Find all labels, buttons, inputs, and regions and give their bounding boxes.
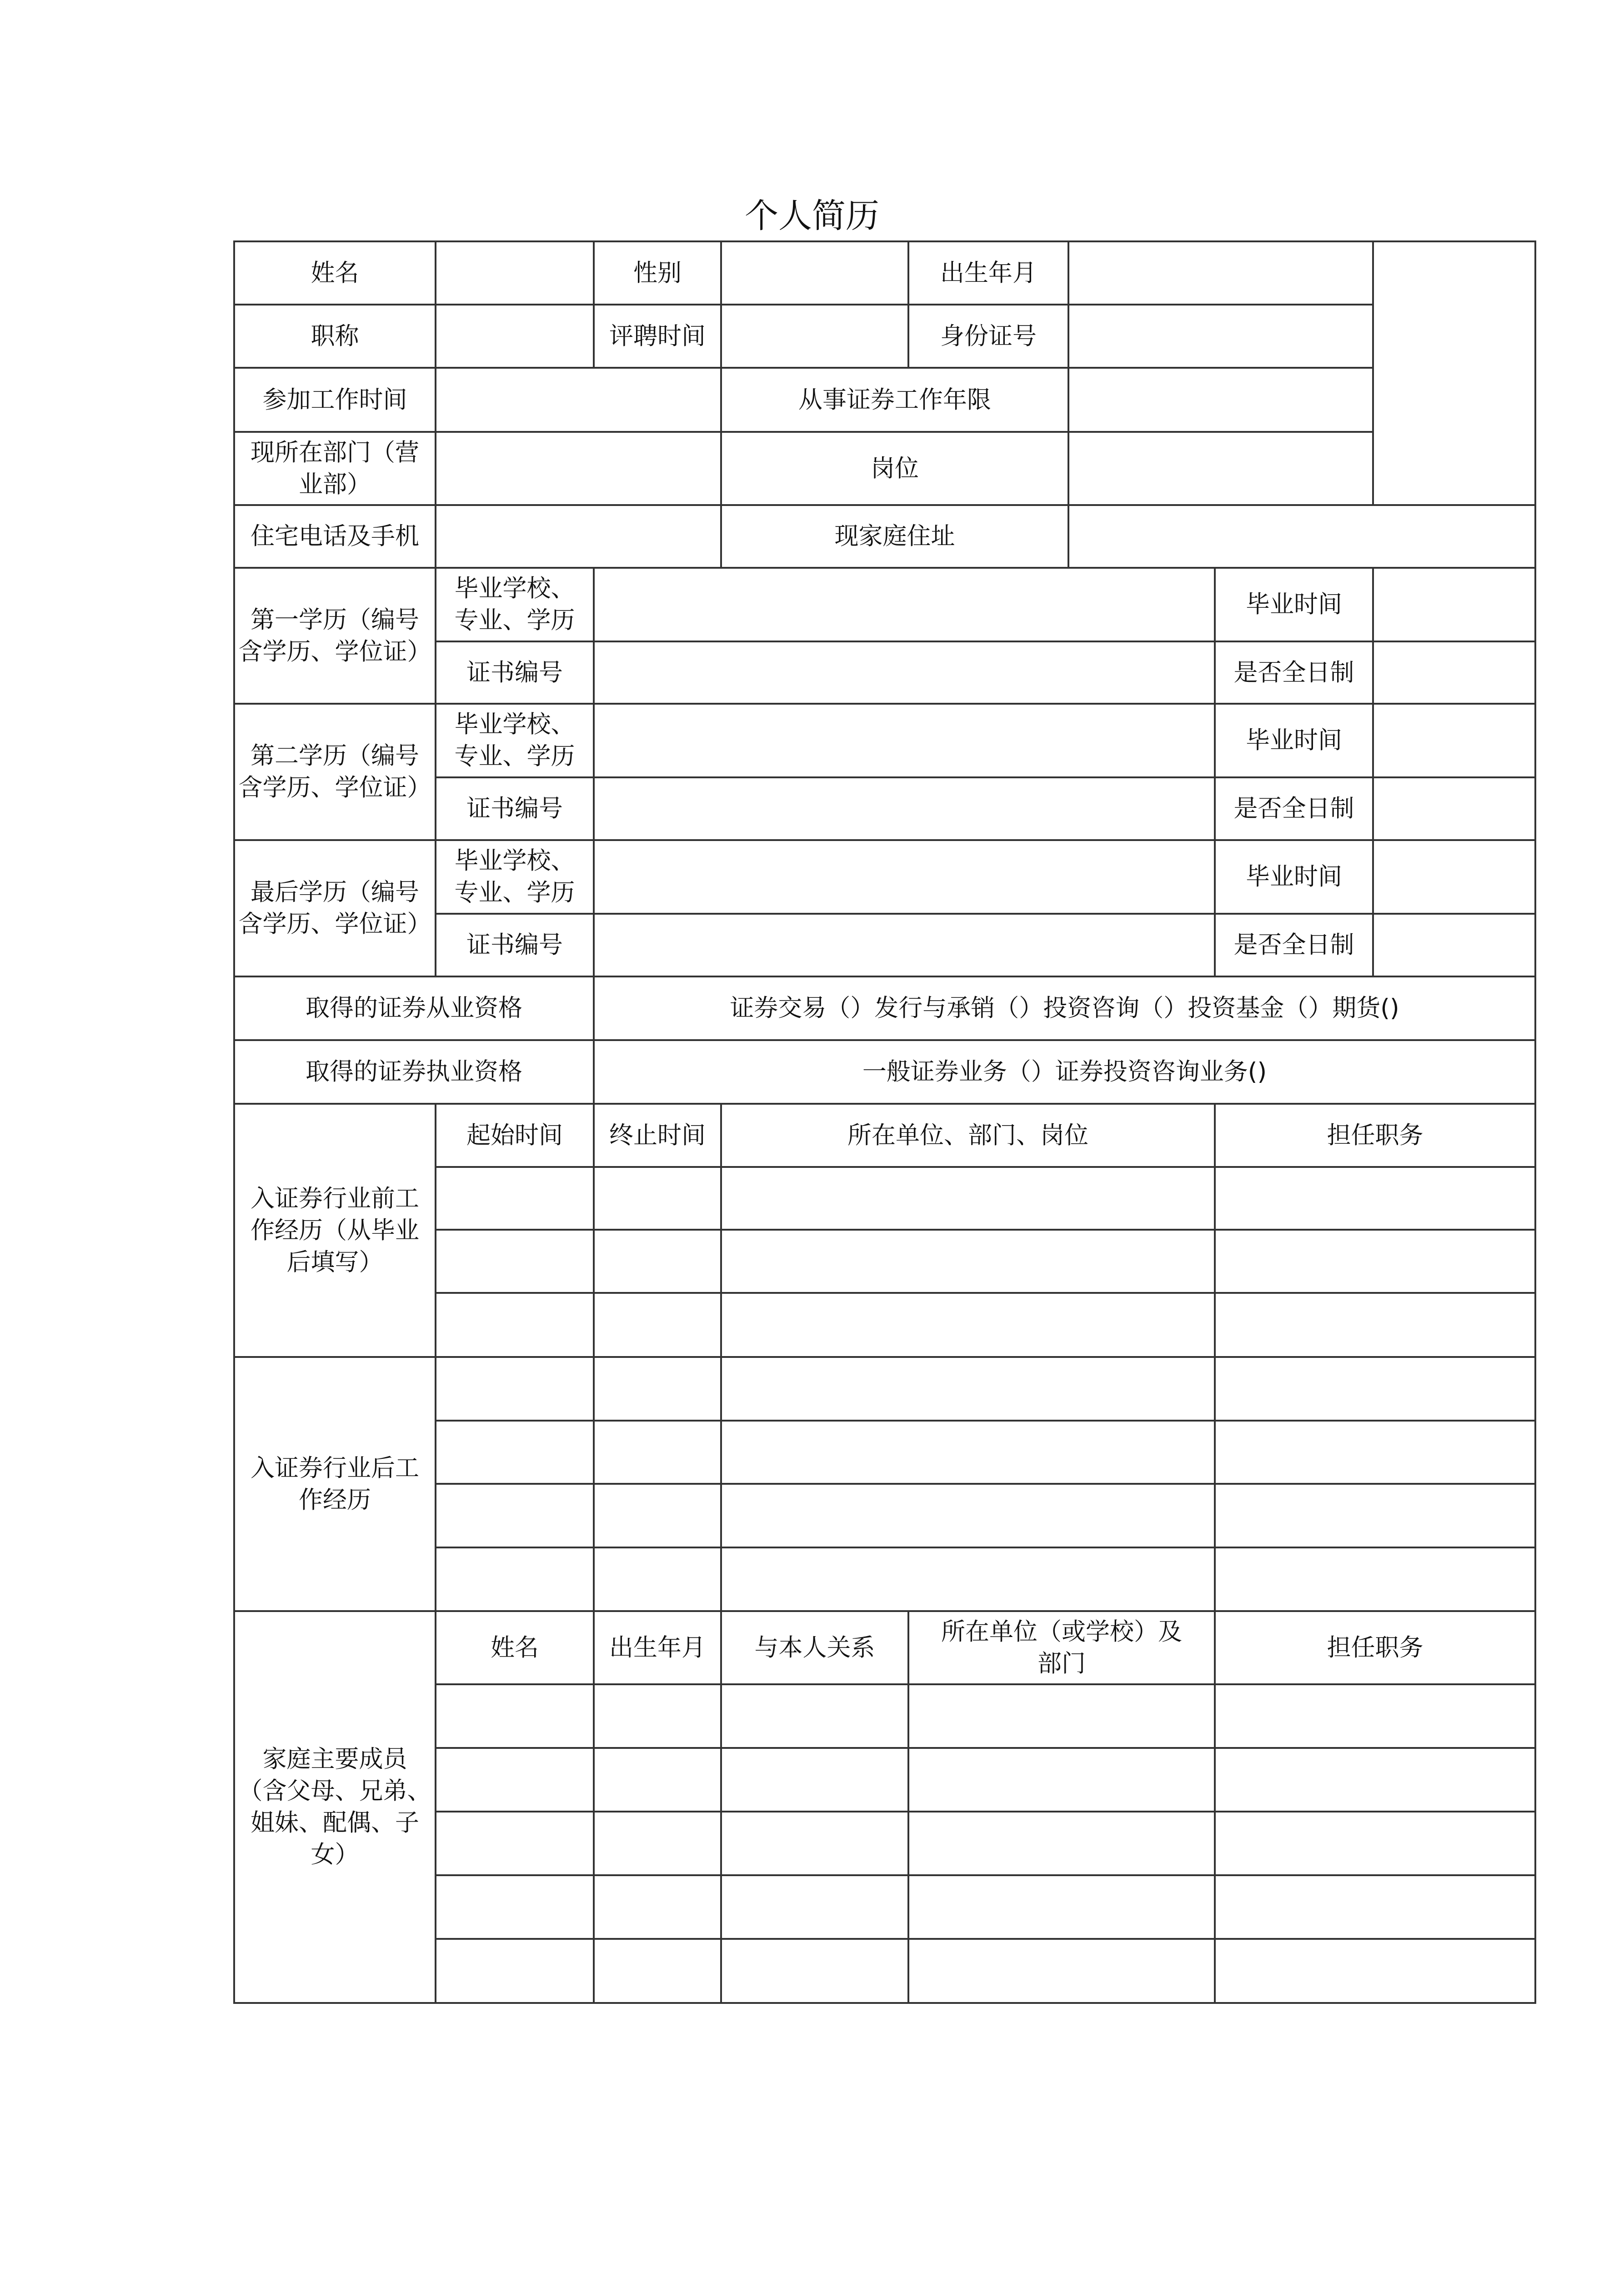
label-securities-years: 从事证券工作年限 [721, 368, 1068, 432]
label-work-before: 入证券行业前工 作经历（从毕业 后填写） [234, 1104, 436, 1357]
label-family: 家庭主要成员 （含父母、兄弟、 姐妹、配偶、子 女） [234, 1611, 436, 2003]
label-edu-2-school: 毕业学校、 专业、学历 [436, 704, 594, 777]
field-work-after-end[interactable] [594, 1421, 721, 1484]
field-work-before-end[interactable] [594, 1230, 721, 1293]
row-edu-1-a [234, 568, 1535, 641]
label-practice-qualification: 取得的证券从业资格 [234, 976, 594, 1040]
label-edu-3-grad-time: 毕业时间 [1215, 840, 1373, 914]
label-address: 现家庭住址 [721, 505, 1068, 568]
field-family-name[interactable] [436, 1748, 594, 1812]
label-edu-1-cert: 证书编号 [436, 641, 594, 704]
row-license-qualification [234, 1040, 1535, 1104]
col-family-unit: 所在单位（或学校）及 部门 [908, 1611, 1215, 1684]
col-start-time: 起始时间 [436, 1104, 594, 1167]
field-family-relation[interactable] [721, 1812, 908, 1875]
row-basic-4 [234, 432, 1535, 505]
field-family-relation[interactable] [721, 1748, 908, 1812]
field-family-birth[interactable] [594, 1939, 721, 2003]
col-family-birth: 出生年月 [594, 1611, 721, 1684]
col-unit: 所在单位、部门、岗位 [721, 1104, 1215, 1167]
field-work-after-duty[interactable] [1215, 1484, 1535, 1547]
field-family-unit[interactable] [908, 1875, 1215, 1939]
label-birth: 出生年月 [908, 241, 1068, 305]
field-edu-1-school[interactable] [594, 568, 1215, 641]
row-basic-2 [234, 305, 1535, 368]
field-edu-1-cert[interactable] [594, 641, 1215, 704]
label-edu-2-full-time: 是否全日制 [1215, 777, 1373, 840]
label-edu-2-grad-time: 毕业时间 [1215, 704, 1373, 777]
field-work-after-end[interactable] [594, 1357, 721, 1421]
field-gender[interactable] [721, 241, 908, 305]
photo-box[interactable] [1373, 241, 1535, 505]
field-position[interactable] [1068, 432, 1373, 505]
label-edu-1-full-time: 是否全日制 [1215, 641, 1373, 704]
label-prof-title: 职称 [234, 305, 436, 368]
field-work-after-unit[interactable] [721, 1484, 1215, 1547]
field-work-after-duty[interactable] [1215, 1357, 1535, 1421]
field-edu-2-school[interactable] [594, 704, 1215, 777]
field-family-name[interactable] [436, 1939, 594, 2003]
field-id-number[interactable] [1068, 305, 1373, 368]
field-family-unit[interactable] [908, 1748, 1215, 1812]
field-work-after-end[interactable] [594, 1547, 721, 1611]
field-work-before-duty[interactable] [1215, 1293, 1535, 1357]
field-work-before-start[interactable] [436, 1293, 594, 1357]
field-family-unit[interactable] [908, 1684, 1215, 1748]
field-practice-qualification[interactable]: 证券交易（）发行与承销（）投资咨询（）投资基金（）期货() [594, 976, 1535, 1040]
field-birth[interactable] [1068, 241, 1373, 305]
field-family-birth[interactable] [594, 1812, 721, 1875]
field-appoint-time[interactable] [721, 305, 908, 368]
field-family-birth[interactable] [594, 1748, 721, 1812]
field-work-after-end[interactable] [594, 1484, 721, 1547]
field-edu-2-cert[interactable] [594, 777, 1215, 840]
field-address[interactable] [1068, 505, 1535, 568]
row-basic-5 [234, 505, 1535, 568]
row-basic-1 [234, 241, 1535, 305]
label-edu-2: 第二学历（编号 含学历、学位证） [234, 704, 436, 840]
field-edu-3-full-time[interactable] [1373, 914, 1535, 976]
label-phone: 住宅电话及手机 [234, 505, 436, 568]
field-edu-3-cert[interactable] [594, 914, 1215, 976]
field-edu-3-grad-time[interactable] [1373, 840, 1535, 914]
label-appoint-time: 评聘时间 [594, 305, 721, 368]
field-family-birth[interactable] [594, 1875, 721, 1939]
label-work-after: 入证券行业后工 作经历 [234, 1357, 436, 1611]
table-row [234, 1357, 1535, 1421]
field-family-relation[interactable] [721, 1875, 908, 1939]
page-title: 个人简历 [745, 196, 879, 235]
col-family-duty: 担任职务 [1215, 1611, 1535, 1684]
field-work-after-start[interactable] [436, 1484, 594, 1547]
field-work-before-start[interactable] [436, 1230, 594, 1293]
row-basic-3 [234, 368, 1535, 432]
row-practice-qualification [234, 976, 1535, 1040]
field-work-after-start[interactable] [436, 1421, 594, 1484]
field-family-duty[interactable] [1215, 1939, 1535, 2003]
field-work-after-start[interactable] [436, 1357, 594, 1421]
field-work-after-unit[interactable] [721, 1547, 1215, 1611]
label-license-qualification: 取得的证券执业资格 [234, 1040, 594, 1104]
col-end-time: 终止时间 [594, 1104, 721, 1167]
field-family-name[interactable] [436, 1684, 594, 1748]
field-department[interactable] [436, 432, 721, 505]
row-family-header [234, 1611, 1535, 1684]
field-name[interactable] [436, 241, 594, 305]
field-work-before-unit[interactable] [721, 1230, 1215, 1293]
field-family-duty[interactable] [1215, 1875, 1535, 1939]
field-edu-2-full-time[interactable] [1373, 777, 1535, 840]
row-edu-3-a [234, 840, 1535, 914]
field-work-before-duty[interactable] [1215, 1230, 1535, 1293]
label-name: 姓名 [234, 241, 436, 305]
field-edu-1-grad-time[interactable] [1373, 568, 1535, 641]
field-edu-1-full-time[interactable] [1373, 641, 1535, 704]
field-work-before-end[interactable] [594, 1293, 721, 1357]
field-work-after-start[interactable] [436, 1547, 594, 1611]
field-family-birth[interactable] [594, 1684, 721, 1748]
label-edu-2-cert: 证书编号 [436, 777, 594, 840]
label-work-start: 参加工作时间 [234, 368, 436, 432]
label-id-number: 身份证号 [908, 305, 1068, 368]
field-license-qualification[interactable]: 一般证券业务（）证券投资咨询业务() [594, 1040, 1535, 1104]
label-position: 岗位 [721, 432, 1068, 505]
field-family-unit[interactable] [908, 1939, 1215, 2003]
field-edu-3-school[interactable] [594, 840, 1215, 914]
label-edu-3-school: 毕业学校、 专业、学历 [436, 840, 594, 914]
label-edu-1: 第一学历（编号 含学历、学位证） [234, 568, 436, 704]
field-phone[interactable] [436, 505, 721, 568]
field-family-unit[interactable] [908, 1812, 1215, 1875]
field-work-after-duty[interactable] [1215, 1547, 1535, 1611]
field-work-after-duty[interactable] [1215, 1421, 1535, 1484]
field-work-start[interactable] [436, 368, 721, 432]
field-edu-2-grad-time[interactable] [1373, 704, 1535, 777]
row-work-before-header [234, 1104, 1535, 1167]
field-securities-years[interactable] [1068, 368, 1373, 432]
label-department: 现所在部门（营 业部） [234, 432, 436, 505]
field-family-duty[interactable] [1215, 1684, 1535, 1748]
field-family-relation[interactable] [721, 1939, 908, 2003]
label-edu-3-full-time: 是否全日制 [1215, 914, 1373, 976]
field-work-before-duty[interactable] [1215, 1167, 1535, 1230]
field-prof-title[interactable] [436, 305, 594, 368]
field-family-name[interactable] [436, 1812, 594, 1875]
field-family-duty[interactable] [1215, 1748, 1535, 1812]
row-edu-2-a [234, 704, 1535, 777]
resume-form [233, 240, 1536, 2004]
field-family-name[interactable] [436, 1875, 594, 1939]
label-edu-1-school: 毕业学校、 专业、学历 [436, 568, 594, 641]
field-work-before-unit[interactable] [721, 1293, 1215, 1357]
col-family-relation: 与本人关系 [721, 1611, 908, 1684]
field-family-duty[interactable] [1215, 1812, 1535, 1875]
label-edu-3: 最后学历（编号 含学历、学位证） [234, 840, 436, 976]
col-duty: 担任职务 [1215, 1104, 1535, 1167]
col-family-name: 姓名 [436, 1611, 594, 1684]
field-work-before-unit[interactable] [721, 1167, 1215, 1230]
field-family-relation[interactable] [721, 1684, 908, 1748]
label-edu-1-grad-time: 毕业时间 [1215, 568, 1373, 641]
label-edu-3-cert: 证书编号 [436, 914, 594, 976]
label-gender: 性别 [594, 241, 721, 305]
field-work-after-unit[interactable] [721, 1357, 1215, 1421]
field-work-before-end[interactable] [594, 1167, 721, 1230]
field-work-after-unit[interactable] [721, 1421, 1215, 1484]
field-work-before-start[interactable] [436, 1167, 594, 1230]
